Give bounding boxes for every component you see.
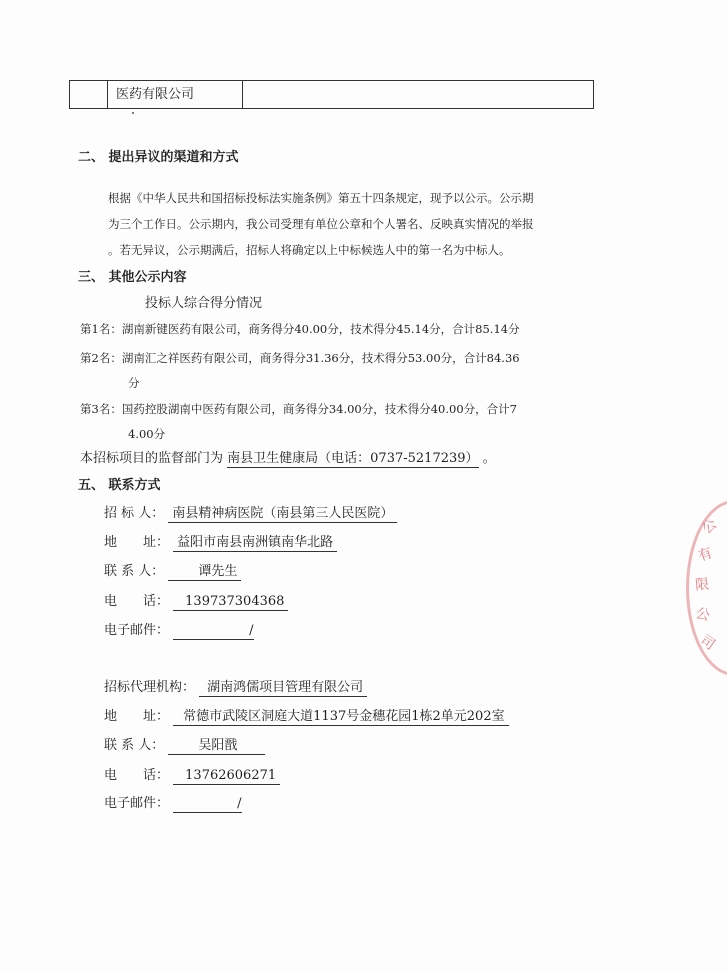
tenderer-contact-row xyxy=(104,560,241,581)
rank1-line: 第1名：湖南新键医药有限公司，商务得分40.00分，技术得分45.14分，合计85.14分 xyxy=(80,322,520,336)
tenderer-phone-row xyxy=(104,590,288,611)
tenderer-phone-label: 电 话： xyxy=(104,594,170,609)
score-subtitle: 投标人综合得分情况 xyxy=(145,296,263,311)
table-divider xyxy=(242,81,243,108)
rank3-line2: 4.00分 xyxy=(128,427,166,441)
supervision-prefix: 本招标项目的监督部门为 xyxy=(80,451,224,466)
seal-char: 限 xyxy=(694,576,710,594)
agency-phone: 13762606271 xyxy=(173,768,280,785)
agency-name-row xyxy=(104,676,367,697)
section3-heading: 三、 其他公示内容 xyxy=(78,270,187,285)
tenderer-name-row xyxy=(104,502,397,523)
tenderer-contact-label: 联 系 人： xyxy=(104,564,165,579)
seal-char: 公 xyxy=(699,516,721,538)
section2-heading: 二、 提出异议的渠道和方式 xyxy=(78,150,239,165)
table-divider xyxy=(107,81,108,108)
section2-para-line3: 。若无异议，公示期满后，招标人将确定以上中标候选人中的第一名为中标人。 xyxy=(108,243,511,257)
agency-address-row xyxy=(104,705,509,726)
tenderer-name-label: 招 标 人： xyxy=(104,506,165,521)
tenderer-email-label: 电子邮件： xyxy=(104,623,170,638)
agency-contact-row xyxy=(104,734,265,755)
scan-speck xyxy=(132,112,134,114)
section2-para-line2: 为三个工作日。公示期内，我公司受理有单位公章和个人署名、反映真实情况的举报 xyxy=(108,217,534,231)
agency-phone-label: 电 话： xyxy=(104,768,170,783)
tenderer-address-label: 地 址： xyxy=(104,535,170,550)
company-seal xyxy=(686,500,727,670)
tenderer-address-row xyxy=(104,531,337,552)
rank3-line1: 第3名：国药控股湖南中医药有限公司，商务得分34.00分，技术得分40.00分，合计7 xyxy=(80,402,517,416)
seal-char: 司 xyxy=(697,632,718,654)
agency-name-label: 招标代理机构： xyxy=(104,680,196,695)
rank2-line2: 分 xyxy=(128,376,140,390)
tenderer-phone: 139737304368 xyxy=(173,594,288,611)
bidder-table-row xyxy=(69,80,594,109)
supervision-line xyxy=(80,447,496,468)
agency-address-label: 地 址： xyxy=(104,709,170,724)
agency-address: 常德市武陵区洞庭大道1137号金穗花园1栋2单元202室 xyxy=(173,709,508,726)
supervision-value: 南县卫生健康局（电话：0737-5217239） xyxy=(227,451,479,466)
seal-char: 有 xyxy=(696,545,715,565)
tenderer-email-row xyxy=(104,619,254,640)
tenderer-name: 南县精神病医院（南县第三人民医院） xyxy=(168,506,397,523)
agency-name: 湖南鸿儒项目管理有限公司 xyxy=(199,680,367,697)
tenderer-contact: 谭先生 xyxy=(168,564,241,581)
agency-contact: 吴阳戬 xyxy=(168,738,265,755)
tenderer-address: 益阳市南县南洲镇南华北路 xyxy=(173,535,337,552)
tenderer-email: / xyxy=(173,623,253,640)
section5-heading: 五、 联系方式 xyxy=(78,478,161,493)
section2-para-line1: 根据《中华人民共和国招标投标法实施条例》第五十四条规定，现予以公示。公示期 xyxy=(108,191,534,205)
agency-contact-label: 联 系 人： xyxy=(104,738,165,753)
seal-char: 公 xyxy=(693,605,712,625)
agency-email: / xyxy=(173,796,241,813)
supervision-suffix: 。 xyxy=(482,451,496,466)
agency-phone-row xyxy=(104,764,280,785)
table-cell-company: 医药有限公司 xyxy=(116,87,195,102)
agency-email-label: 电子邮件： xyxy=(104,796,170,811)
rank2-line1: 第2名：湖南汇之祥医药有限公司，商务得分31.36分，技术得分53.00分，合计84.36 xyxy=(80,351,520,365)
agency-email-row xyxy=(104,792,242,813)
